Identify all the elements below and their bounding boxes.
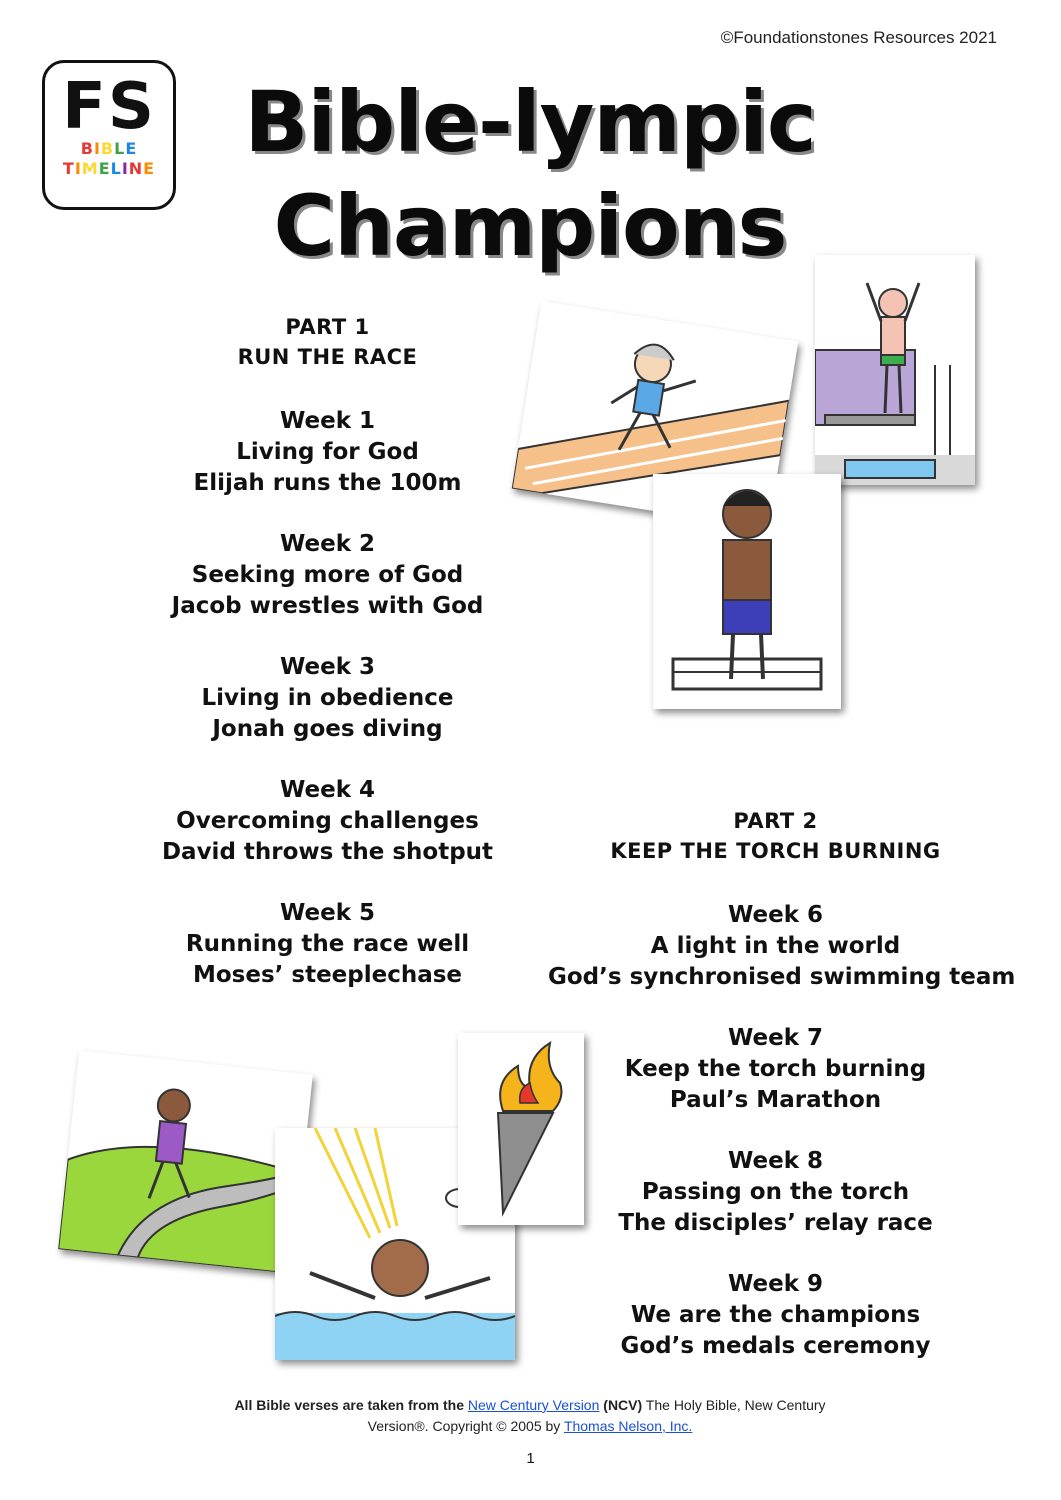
- logo-letter: L: [114, 139, 126, 158]
- week-theme: Running the race well: [185, 931, 470, 957]
- week-story: Jacob wrestles with God: [171, 593, 484, 619]
- fs-logo: [42, 60, 176, 210]
- week-9: [548, 1269, 1003, 1362]
- week-number: Week 6: [727, 902, 824, 928]
- logo-initials: FS: [62, 70, 156, 144]
- week-number: Week 5: [279, 900, 376, 926]
- week-4: [150, 775, 505, 868]
- part-1-name: RUN THE RACE: [237, 345, 418, 369]
- week-theme: We are the champions: [630, 1302, 921, 1328]
- logo-letter: M: [81, 159, 99, 178]
- page-number: 1: [526, 1450, 535, 1467]
- logo-letter: I: [121, 159, 129, 178]
- week-theme: Passing on the torch: [641, 1179, 910, 1205]
- part-1-column: [150, 312, 505, 1021]
- week-number: Week 4: [279, 777, 376, 803]
- week-5: [150, 898, 505, 991]
- part-2-column: [548, 806, 1016, 1392]
- week-story: God’s synchronised swimming team: [548, 964, 1016, 990]
- part-2-heading: [548, 806, 1003, 866]
- week-story: The disciples’ relay race: [618, 1210, 933, 1236]
- week-number: Week 8: [727, 1148, 824, 1174]
- week-number: Week 3: [279, 654, 376, 680]
- week-2: [150, 529, 505, 622]
- week-story: God’s medals ceremony: [620, 1333, 931, 1359]
- page-title: [230, 70, 830, 278]
- logo-letter: E: [125, 139, 138, 158]
- logo-letter: N: [128, 159, 144, 178]
- week-8: [548, 1146, 1003, 1239]
- logo-letter: B: [100, 139, 115, 158]
- part-1-heading: [150, 312, 505, 372]
- logo-word-timeline: [45, 159, 173, 179]
- week-theme: Keep the torch burning: [624, 1056, 927, 1082]
- logo-letter: B: [80, 139, 94, 158]
- part-2-label: PART 2: [733, 809, 818, 833]
- footer-prefix: All Bible verses are taken from the: [234, 1397, 468, 1413]
- week-number: Week 9: [727, 1271, 824, 1297]
- logo-letter: L: [110, 159, 122, 178]
- bible-version-credit: [230, 1395, 830, 1437]
- logo-letter: I: [93, 139, 101, 158]
- week-story: Paul’s Marathon: [669, 1087, 882, 1113]
- thomas-nelson-link[interactable]: Thomas Nelson, Inc.: [563, 1418, 693, 1434]
- week-7: [548, 1023, 1003, 1116]
- part-1-label: PART 1: [285, 315, 370, 339]
- copyright-notice: ©Foundationstones Resources 2021: [720, 28, 997, 47]
- part-2-name: KEEP THE TORCH BURNING: [610, 839, 941, 863]
- logo-letter: E: [98, 159, 111, 178]
- week-story: Jonah goes diving: [212, 716, 443, 742]
- diver-illustration: [815, 255, 975, 485]
- torch-illustration: [458, 1033, 584, 1225]
- footer-middle: The Holy Bible, New Century Version®. Copyright © 2005 by: [367, 1397, 826, 1434]
- week-theme: Seeking more of God: [191, 562, 464, 588]
- week-1: [150, 406, 505, 499]
- week-story: David throws the shotput: [161, 839, 494, 865]
- week-6: [548, 900, 1016, 993]
- logo-letter: E: [143, 159, 156, 178]
- week-theme: Living for God: [236, 439, 419, 465]
- ncv-link[interactable]: New Century Version: [467, 1397, 600, 1413]
- week-number: Week 2: [279, 531, 376, 557]
- week-theme: Overcoming challenges: [176, 808, 479, 834]
- week-theme: Living in obedience: [201, 685, 454, 711]
- week-story: Elijah runs the 100m: [193, 470, 462, 496]
- wrestler-illustration: [653, 474, 841, 709]
- week-theme: A light in the world: [650, 933, 901, 959]
- title-line-2: Champions: [273, 177, 787, 275]
- week-number: Week 1: [279, 408, 376, 434]
- title-line-1: Bible-lympic: [244, 73, 816, 171]
- footer-abbreviation: (NCV): [599, 1397, 643, 1413]
- week-story: Moses’ steeplechase: [192, 962, 463, 988]
- week-3: [150, 652, 505, 745]
- week-number: Week 7: [727, 1025, 824, 1051]
- logo-letter: I: [74, 159, 82, 178]
- logo-letter: T: [62, 159, 75, 178]
